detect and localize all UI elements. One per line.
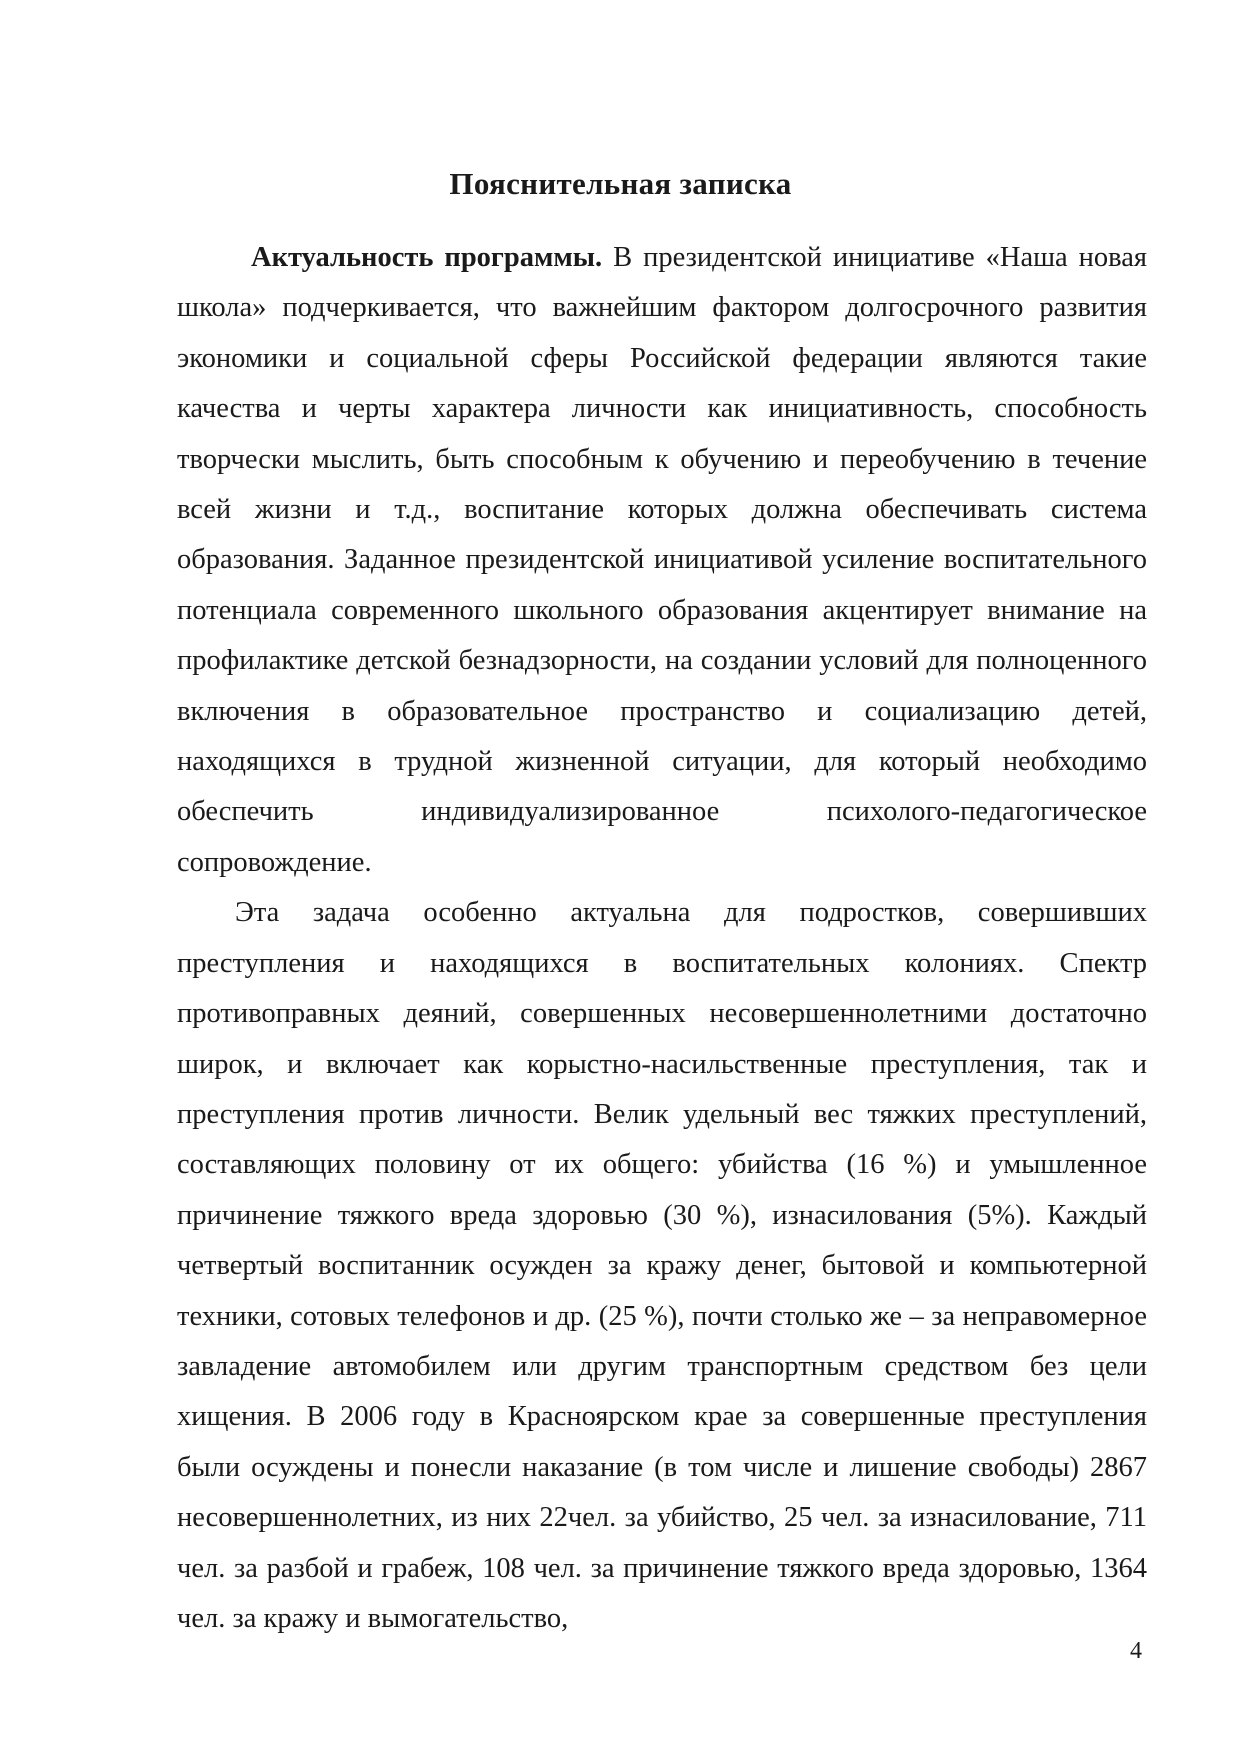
document-body	[177, 233, 1147, 1644]
paragraph-relevance	[177, 233, 1147, 888]
page-number: 4	[1130, 1638, 1142, 1664]
page-title: Пояснительная записка	[449, 166, 792, 201]
paragraph-relevance-text: В президентской инициативе «Наша новая школа» подчеркивается, что важнейшим фактором долгосрочного развития экономики и социальной сферы Российской федерации являются такие качества и черты характера личности как инициативность, способность творчески мыслить, быть способным к обучению и переобучению в течение всей жизни и т.д., воспитание которых должна обеспечивать система образования. Заданное президентской инициативой усиление воспитательного потенциала современного школьного образования акцентирует внимание на профилактике детской безнадзорности, на создании условий для полноценного включения в образовательное пространство и социализацию детей, находящихся в трудной жизненной ситуации, для который необходимо обеспечить индивидуализированное психолого-педагогическое сопровождение.	[177, 242, 1148, 878]
paragraph-statistics: Эта задача особенно актуальна для подростков, совершивших преступления и находящихся в воспитательных колониях. Спектр противоправных деяний, совершенных несовершеннолетними достаточно широк, и включает как корыстно-насильственные преступления, так и преступления против личности. Велик удельный вес тяжких преступлений, составляющих половину от их общего: убийства (16 %) и умышленное причинение тяжкого вреда здоровью (30 %), изнасилования (5%). Каждый четвертый воспитанник осужден за кражу денег, бытовой и компьютерной техники, сотовых телефонов и др. (25 %), почти столько же – за неправомерное завладение автомобилем или другим транспортным средством без цели хищения. В 2006 году в Красноярском крае за совершенные преступления были осуждены и понесли наказание (в том числе и лишение свободы) 2867 несовершеннолетних, из них 22чел. за убийство, 25 чел. за изнасилование, 711 чел. за разбой и грабеж, 108 чел. за причинение тяжкого вреда здоровью, 1364 чел. за кражу и вымогательство,	[177, 897, 1147, 1634]
paragraph-lead-heading: Актуальность программы.	[251, 242, 603, 273]
